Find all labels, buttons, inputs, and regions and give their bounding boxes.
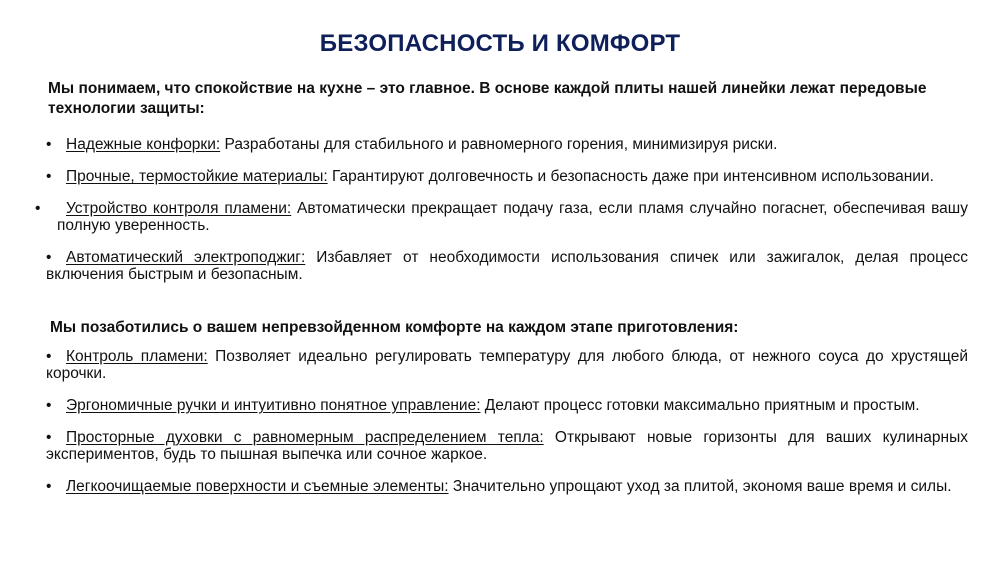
item-text: Избавляет от необходимости использования спичек или зажигалок, делая процесс включения быстрым и безопасным. — [46, 249, 968, 283]
list-item — [46, 348, 968, 382]
item-term: Легкоочищаемые поверхности и съемные элементы: — [66, 478, 449, 495]
item-term: Контроль пламени: — [66, 348, 208, 365]
list-item — [46, 249, 968, 283]
item-term: Устройство контроля пламени: — [66, 200, 292, 217]
item-text: Позволяет идеально регулировать температуру для любого блюда, от нежного соуса до хрустящей корочки. — [46, 348, 968, 382]
item-term: Надежные конфорки: — [66, 136, 221, 153]
item-text: Автоматически прекращает подачу газа, если пламя случайно погаснет, обеспечивая вашу полную уверенность. — [57, 200, 968, 234]
safety-list — [35, 136, 968, 298]
bullet-icon: • — [46, 429, 52, 446]
item-text: Гарантируют долговечность и безопасность даже при интенсивном использовании. — [327, 168, 934, 185]
item-text: Открывают новые горизонты для ваших кулинарных экспериментов, будь то пышная выпечка или сочное жаркое. — [46, 429, 968, 463]
item-term: Прочные, термостойкие материалы: — [66, 168, 328, 185]
list-item — [46, 168, 968, 185]
item-text: Значительно упрощают уход за плитой, экономя ваше время и силы. — [448, 478, 952, 495]
bullet-icon: • — [46, 136, 52, 153]
slide-title: БЕЗОПАСНОСТЬ И КОМФОРТ — [319, 30, 681, 57]
list-item — [46, 397, 968, 414]
comfort-intro: Мы позаботились о вашем непревзойденном комфорте на каждом этапе приготовления: — [50, 319, 739, 336]
bullet-icon: • — [46, 249, 52, 266]
item-term: Просторные духовки с равномерным распределением тепла: — [66, 429, 544, 446]
list-item — [35, 200, 968, 234]
comfort-list — [46, 348, 968, 510]
bullet-icon: • — [46, 478, 52, 495]
list-item — [46, 136, 968, 153]
bullet-icon: • — [35, 200, 41, 217]
safety-intro: Мы понимаем, что спокойствие на кухне – это главное. В основе каждой плиты нашей линейки лежат передовые технологии защиты: — [48, 80, 927, 117]
item-term: Автоматический электроподжиг: — [66, 249, 306, 266]
bullet-icon: • — [46, 348, 52, 365]
item-text: Делают процесс готовки максимально приятным и простым. — [480, 397, 920, 414]
bullet-icon: • — [46, 168, 52, 185]
item-text: Разработаны для стабильного и равномерного горения, минимизируя риски. — [220, 136, 778, 153]
list-item — [46, 478, 968, 495]
list-item — [46, 429, 968, 463]
bullet-icon: • — [46, 397, 52, 414]
item-term: Эргономичные ручки и интуитивно понятное управление: — [66, 397, 481, 414]
